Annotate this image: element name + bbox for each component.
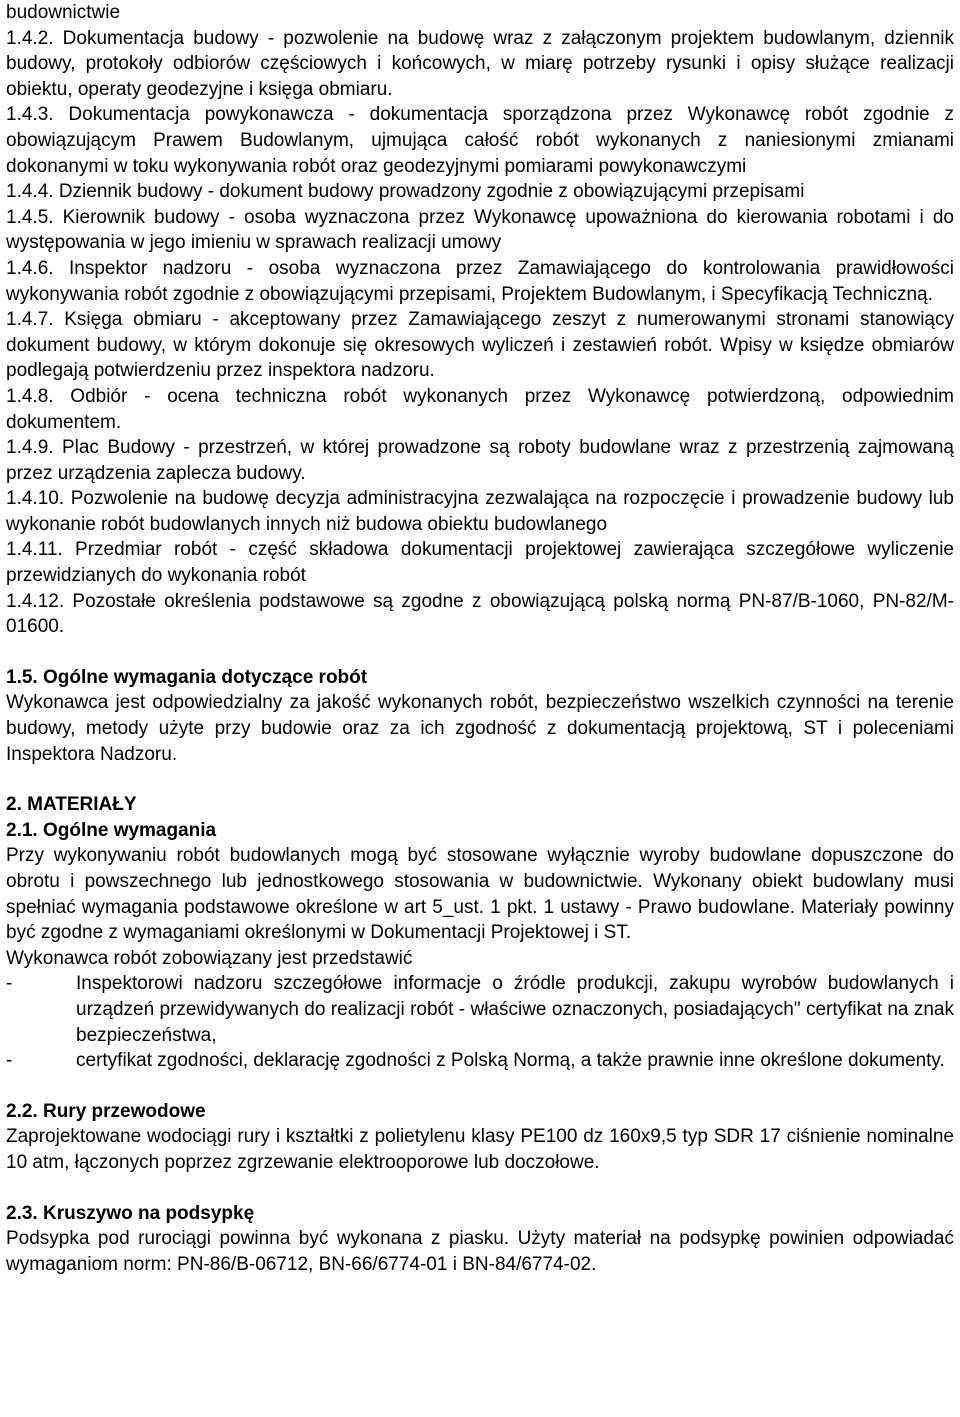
paragraph-2-1: Przy wykonywaniu robót budowlanych mogą być stosowane wyłącznie wyroby budowlane dopuszczone do obrotu i powszechnego lub jednostkowego stosowania w budownictwie. Wykonany obiekt budowlany musi spełniać wymagania podstawowe określone w art 5_ust. 1 pkt. 1 ustawy - Prawo budowlane. Materiały powinny być zgodne z wymaganiami określonymi w Dokumentacji Projektowej i ST. bbox=[6, 845, 954, 944]
definition-1-4-4: 1.4.4. Dziennik budowy - dokument budowy prowadzony zgodnie z obowiązującymi przepisami bbox=[6, 181, 805, 203]
definition-1-4-11: 1.4.11. Przedmiar robót - część składowa dokumentacji projektowej zawierająca szczegółowe wyliczenie przewidzianych do wykonania robót bbox=[6, 539, 954, 587]
definition-1-4-6: 1.4.6. Inspektor nadzoru - osoba wyznaczona przez Zamawiającego do kontrolowania prawidłowości wykonywania robót zgodnie z obowiązującymi przepisami, Projektem Budowlanym, i Specyfikacją Techniczną. bbox=[6, 257, 954, 305]
heading-1-5: 1.5. Ogólne wymagania dotyczące robót bbox=[6, 666, 368, 688]
definition-1-4-3: 1.4.3. Dokumentacja powykonawcza - dokumentacja sporządzona przez Wykonawcę robót zgodnie z obowiązującym Prawem Budowlanym, ujmująca całość robót wykonanych z naniesionymi zmianami dokonanymi w toku wykonywania robót oraz geodezyjnymi pomiarami powykonawczymi bbox=[6, 104, 954, 177]
heading-2: 2. MATERIAŁY bbox=[6, 794, 137, 816]
dash-marker: - bbox=[6, 973, 13, 995]
spacer bbox=[6, 1074, 954, 1099]
definition-1-4-2: 1.4.2. Dokumentacja budowy - pozwolenie na budowę wraz z załączonym projektem budowlanym, dziennik budowy, protokoły odbiorów częściowych i końcowych, w miarę potrzeby rysunki i opisy służące realizacji obiektu, operaty geodezyjne i księga obmiaru. bbox=[6, 27, 954, 100]
spacer bbox=[6, 767, 954, 792]
definition-1-4-8: 1.4.8. Odbiór - ocena techniczna robót wykonanych przez Wykonawcę potwierdzoną, odpowiednim dokumentem. bbox=[6, 385, 954, 433]
list-item bbox=[6, 1048, 954, 1074]
definition-1-4-10: 1.4.10. Pozwolenie na budowę decyzja administracyjna zezwalająca na rozpoczęcie i prowadzenie budowy lub wykonanie robót budowlanych innych niż budowa obiektu budowlanego bbox=[6, 488, 954, 535]
paragraph-2-2: Zaprojektowane wodociągi rury i kształtki z polietylenu klasy PE100 dz 160x9,5 typ SDR 17 ciśnienie nominalne 10 atm, łączonych poprzez zgrzewanie elektrooporowe lub doczołowe. bbox=[6, 1126, 954, 1173]
heading-2-2: 2.2. Rury przewodowe bbox=[6, 1100, 206, 1122]
definition-1-4-9: 1.4.9. Plac Budowy - przestrzeń, w której prowadzone są roboty budowlane wraz z przestrzenią zajmowaną przez urządzenia zaplecza budowy. bbox=[6, 437, 954, 484]
dash-marker: - bbox=[6, 1050, 13, 1072]
spacer bbox=[6, 640, 954, 665]
paragraph-1-5: Wykonawca jest odpowiedzialny za jakość wykonanych robót, bezpieczeństwo wszelkich czynności na terenie budowy, metody użyte przy budowie oraz za ich zgodność z dokumentacją projektową, ST i poleceniami Inspektora Nadzoru. bbox=[6, 692, 954, 765]
heading-2-1: 2.1. Ogólne wymagania bbox=[6, 819, 217, 841]
heading-2-3: 2.3. Kruszywo na podsypkę bbox=[6, 1202, 255, 1224]
list-item-text: Inspektorowi nadzoru szczegółowe informacje o źródle produkcji, zakupu wyrobów budowlanych i urządzeń przewidywanych do realizacji robót - właściwe oznaczonych, posiadających" certyfikat na znak bezpieczeństwa, bbox=[76, 973, 954, 1046]
definition-1-4-12: 1.4.12. Pozostałe określenia podstawowe są zgodne z obowiązującą polską normą PN-87/B-1060, PN-82/M-01600. bbox=[6, 590, 954, 638]
definition-1-4-5: 1.4.5. Kierownik budowy - osoba wyznaczona przez Wykonawcę upoważniona do kierowania robotami i do występowania w jego imieniu w sprawach realizacji umowy bbox=[6, 206, 954, 254]
paragraph-2-1-obligation: Wykonawca robót zobowiązany jest przedstawić bbox=[6, 947, 413, 969]
intro-text: budownictwie bbox=[6, 2, 121, 23]
definition-1-4-7: 1.4.7. Księga obmiaru - akceptowany przez Zamawiającego zeszyt z numerowanymi stronami stanowiący dokument budowy, w którym dokonuje się okresowych wyliczeń i zestawień robót. Wpisy w księdze obmiarów podlegają potwierdzeniu przez inspektora nadzoru. bbox=[6, 309, 954, 382]
paragraph-2-3: Podsypka pod rurociągi powinna być wykonana z piasku. Użyty materiał na podsypkę powinien odpowiadać wymaganiom norm: PN-86/B-06712, BN-66/6774-01 i BN-84/6774-02. bbox=[6, 1228, 954, 1275]
list-item-text: certyfikat zgodności, deklarację zgodności z Polską Normą, a także prawnie inne określone dokumenty. bbox=[76, 1050, 945, 1072]
spacer bbox=[6, 1176, 954, 1201]
list-item bbox=[6, 971, 954, 1048]
